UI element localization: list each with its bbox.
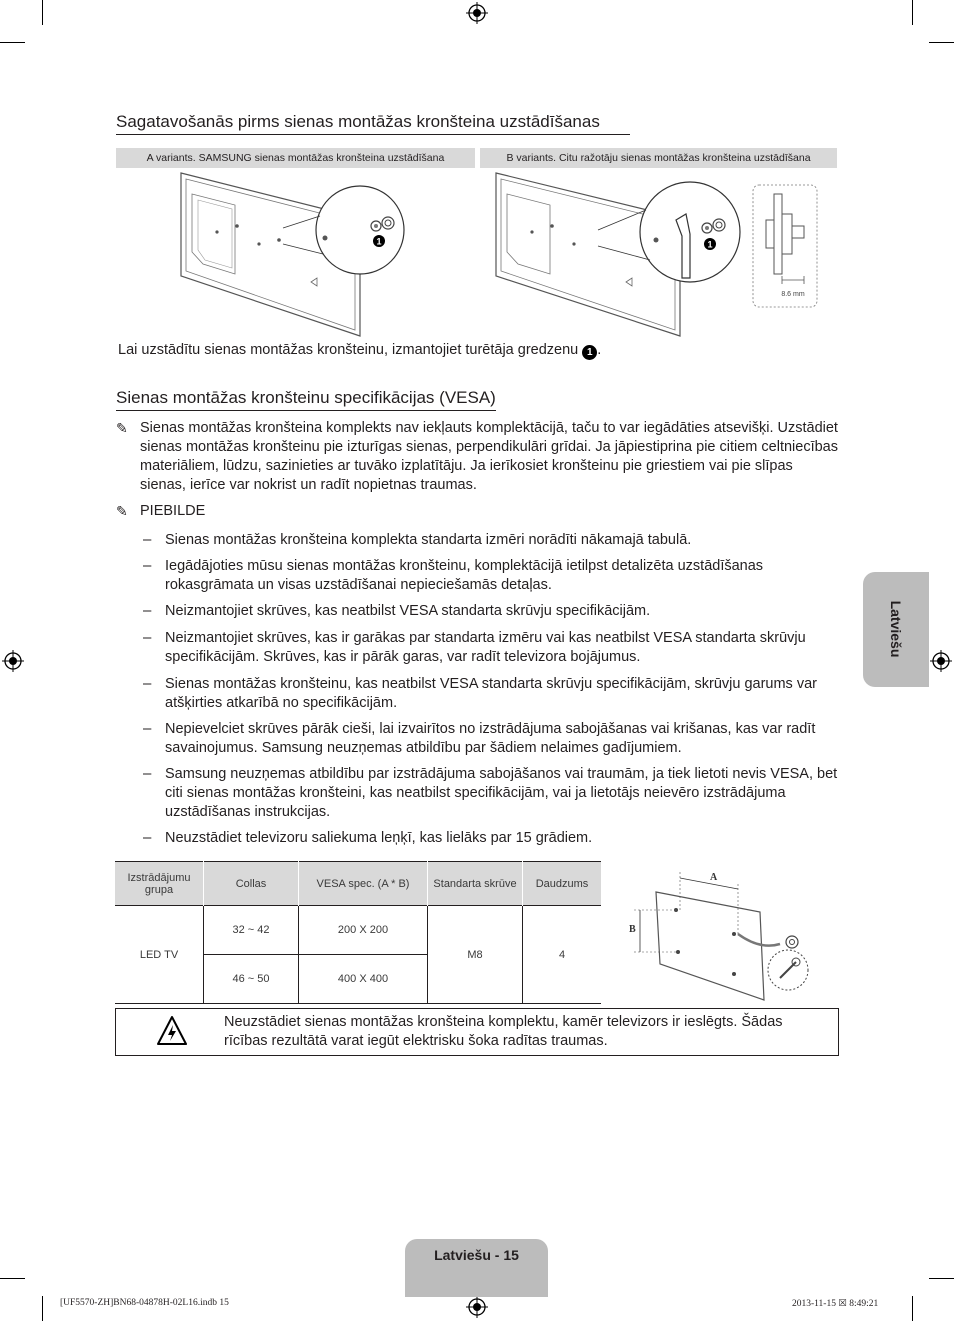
list-item: Nepievelciet skrūves pārāk cieši, lai izvairītos no izstrādājuma sabojāšanas vai krišanas, kas var radīt savainojumus. Samsung neuzņemas atbildību par šādiem nelaimes gadījumiem. [165, 721, 816, 756]
ring-instruction-text: Lai uzstādītu sienas montāžas kronšteinu, izmantojiet turētāja gredzenu [118, 342, 579, 358]
dimension-a-label: A [710, 872, 718, 883]
list-item: Neizmantojiet skrūves, kas ir garākas par standarta izmēru vai kas neatbilst VESA standarta skrūvju specifikācijām. Skrūves, kas ir pārāk garas, var radīt televizora bojājumus. [165, 630, 806, 665]
table-header: VESA spec. (A * B) [299, 862, 428, 906]
list-dash: – [143, 602, 152, 619]
list-dash: – [143, 629, 152, 646]
list-item: Iegādājoties mūsu sienas montāžas kronšteinu, komplektācijā ietilpst detalizēta uzstādīšanas rokasgrāmata un visas uzstādīšanai nepieciešamās detaļas. [165, 558, 764, 593]
list-item: Neuzstādiet televizoru saliekuma leņķī, kas lielāks par 15 grādiem. [165, 830, 593, 846]
footer-file-info: [UF5570-ZH]BN68-04878H-02L16.indb 15 [60, 1298, 229, 1308]
inches-cell: 32 ~ 42 [204, 906, 299, 955]
list-dash: – [143, 765, 152, 782]
pencil-note-icon: ✎ [116, 503, 128, 519]
crop-mark [929, 1278, 954, 1279]
variant-b-illustration [490, 170, 825, 340]
product-group-cell: LED TV [115, 906, 204, 1004]
vesa-spec-table [115, 861, 601, 1004]
crop-mark [912, 0, 913, 25]
section-title-preparation: Sagatavošanās pirms sienas montāžas kronšteina uzstādīšanas [116, 112, 630, 135]
language-side-tab-label: Latviešu [888, 600, 904, 658]
intro-paragraph: Sienas montāžas kronšteina komplekts nav iekļauts komplektācijā, taču to var iegādāties atsevišķi. Uzstādiet sienas montāžas kronšteinu pie izturīgas sienas, perpendikulāri grīdai. Ja jāpiestiprina pie citiem celtniecības materiāliem, lūdzu, sazinieties ar tuvāko izplatītāju. Ja ierīkosiet kronšteinu pie griestiem vai pie slīpas sienas, ierīce var nokrist un radīt nopietnas traumas. [140, 420, 838, 493]
dimension-label: 8.6 mm [781, 291, 805, 298]
table-header-row [115, 862, 601, 906]
registration-mark-icon [930, 650, 952, 672]
crop-mark [0, 42, 25, 43]
registration-mark-icon [466, 1296, 488, 1318]
table-header: Standarta skrūve [428, 862, 523, 906]
list-item: Samsung neuzņemas atbildību par izstrādājuma sabojāšanos vai traumām, ja tiek lietoti nevis VESA, bet citi sienas montāžas kronšteini, kas neatbilst specifikācijām, vai ja lietotājs neievēro izstrādājuma uzstādīšanas instrukcijas. [165, 766, 838, 820]
pencil-note-icon: ✎ [116, 420, 128, 436]
registration-mark-icon [2, 650, 24, 672]
crop-mark [912, 1296, 913, 1321]
registration-mark-icon [466, 2, 488, 24]
crop-mark [0, 1278, 25, 1279]
list-dash: – [143, 675, 152, 692]
list-item: Neizmantojiet skrūves, kas neatbilst VESA standarta skrūvju specifikācijām. [165, 603, 651, 619]
table-header: Izstrādājumu grupa [115, 862, 204, 906]
vesa-cell: 400 X 400 [299, 955, 428, 1004]
list-dash: – [143, 720, 152, 737]
list-dash: – [143, 531, 152, 548]
ring-instruction [118, 341, 601, 360]
electric-shock-warning-icon [156, 1015, 188, 1047]
crop-mark [42, 1296, 43, 1321]
table-header: Collas [204, 862, 299, 906]
list-item: Sienas montāžas kronšteinu, kas neatbilst VESA standarta skrūvju specifikācijām, skrūvju garums var atšķirties atkarībā no specifikācijām. [165, 676, 817, 711]
warning-box [115, 1008, 839, 1056]
variant-b-header: B variants. Citu ražotāju sienas montāžas kronšteina uzstādīšana [480, 148, 837, 168]
language-side-tab [863, 572, 929, 687]
table-header: Daudzums [523, 862, 602, 906]
list-item: Sienas montāžas kronšteina komplekta standarta izmēri norādīti nākamajā tabulā. [165, 532, 692, 548]
callout-badge: 1 [582, 345, 597, 360]
quantity-cell: 4 [523, 906, 602, 1004]
warning-text: Neuzstādiet sienas montāžas kronšteina komplektu, kamēr televizors ir ieslēgts. Šādas rīcības rezultātā varat iegūt elektrisku šoka radītas traumas. [224, 1014, 783, 1049]
footer-timestamp: 2013-11-15 ☒ 8:49:21 [792, 1299, 879, 1309]
table-row [115, 906, 601, 955]
crop-mark [929, 42, 954, 43]
variant-a-illustration [175, 170, 420, 340]
callout-number: 1 [376, 236, 382, 247]
list-dash: – [143, 557, 152, 574]
crop-mark [42, 0, 43, 25]
list-dash: – [143, 829, 152, 846]
vesa-mounting-diagram [620, 862, 820, 1002]
section-title-vesa: Sienas montāžas kronšteinu specifikācijas (VESA) [116, 388, 496, 411]
page-number: Latviešu - 15 [434, 1247, 519, 1263]
page-number-tab [405, 1239, 548, 1297]
callout-number: 1 [707, 239, 713, 250]
screw-cell: M8 [428, 906, 523, 1004]
vesa-cell: 200 X 200 [299, 906, 428, 955]
dimension-b-label: B [629, 924, 636, 935]
variant-a-header: A variants. SAMSUNG sienas montāžas kronšteina uzstādīšana [116, 148, 475, 168]
ring-instruction-end: . [597, 342, 602, 358]
inches-cell: 46 ~ 50 [204, 955, 299, 1004]
note-label: PIEBILDE [140, 503, 206, 519]
